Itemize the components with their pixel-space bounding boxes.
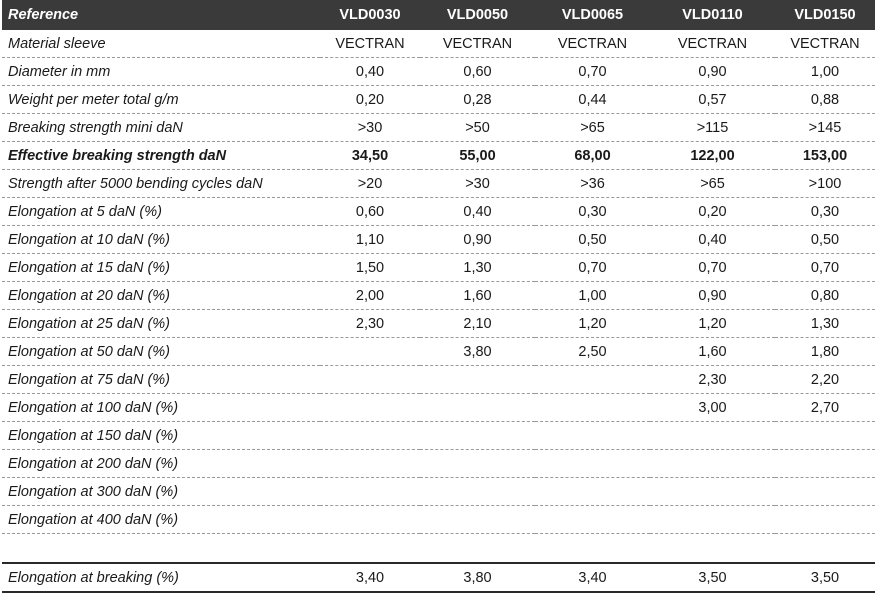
table-cell: 0,40 <box>320 58 420 86</box>
table-row <box>2 506 875 534</box>
table-cell <box>420 366 535 394</box>
table-cell: 1,20 <box>535 310 650 338</box>
table-cell: 0,70 <box>535 58 650 86</box>
table-cell: 0,90 <box>650 282 775 310</box>
table-cell: 0,80 <box>775 282 875 310</box>
row-label: Elongation at 20 daN (%) <box>2 282 320 310</box>
table-cell: 122,00 <box>650 142 775 170</box>
table-cell: 1,30 <box>420 254 535 282</box>
table-cell: >30 <box>420 170 535 198</box>
table-cell <box>420 506 535 534</box>
table-body <box>2 30 875 592</box>
table-cell: >50 <box>420 114 535 142</box>
table-row <box>2 310 875 338</box>
table-cell: >100 <box>775 170 875 198</box>
table-cell: 0,70 <box>775 254 875 282</box>
row-label: Material sleeve <box>2 30 320 58</box>
table-row <box>2 226 875 254</box>
table-row <box>2 450 875 478</box>
table-cell <box>420 394 535 422</box>
table-row <box>2 114 875 142</box>
table-cell: VECTRAN <box>320 30 420 58</box>
table-cell: 0,28 <box>420 86 535 114</box>
table-cell: 0,60 <box>420 58 535 86</box>
table-cell: 0,70 <box>650 254 775 282</box>
table-row <box>2 254 875 282</box>
table-row <box>2 30 875 58</box>
table-cell: 1,00 <box>775 58 875 86</box>
table-cell: 3,80 <box>420 563 535 592</box>
table-cell <box>320 338 420 366</box>
table-cell: 1,30 <box>775 310 875 338</box>
row-label: Elongation at 25 daN (%) <box>2 310 320 338</box>
table-cell: >115 <box>650 114 775 142</box>
table-cell: 68,00 <box>535 142 650 170</box>
spec-table <box>2 0 875 593</box>
table-row <box>2 282 875 310</box>
table-cell: >36 <box>535 170 650 198</box>
table-cell: 0,30 <box>775 198 875 226</box>
table-cell <box>320 366 420 394</box>
table-row <box>2 366 875 394</box>
column-header-vld0030: VLD0030 <box>339 7 401 23</box>
table-cell <box>535 394 650 422</box>
table-row-final <box>2 563 875 592</box>
table-row <box>2 58 875 86</box>
table-cell: 1,60 <box>420 282 535 310</box>
row-label: Diameter in mm <box>2 58 320 86</box>
column-header-vld0050: VLD0050 <box>446 7 509 23</box>
table-cell: >65 <box>650 170 775 198</box>
table-cell: 3,00 <box>650 394 775 422</box>
table-cell: 3,50 <box>650 563 775 592</box>
table-row-highlight <box>2 142 875 170</box>
row-label: Elongation at 15 daN (%) <box>2 254 320 282</box>
table-cell <box>650 450 775 478</box>
table-cell <box>320 506 420 534</box>
spec-table-container <box>2 0 875 593</box>
column-header-vld0110: VLD0110 <box>682 7 743 23</box>
row-label: Elongation at 150 daN (%) <box>2 422 320 450</box>
table-cell: 3,40 <box>320 563 420 592</box>
table-cell <box>775 422 875 450</box>
column-header-vld0150: VLD0150 <box>794 7 856 23</box>
table-cell: 0,60 <box>320 198 420 226</box>
table-cell: 1,10 <box>320 226 420 254</box>
table-cell <box>420 450 535 478</box>
table-cell <box>320 422 420 450</box>
table-cell: VECTRAN <box>650 30 775 58</box>
table-cell <box>535 422 650 450</box>
table-cell: VECTRAN <box>775 30 875 58</box>
table-cell: 2,70 <box>775 394 875 422</box>
table-cell: 0,50 <box>535 226 650 254</box>
reference-header: Reference <box>8 7 79 23</box>
table-cell <box>320 450 420 478</box>
row-label: Elongation at 5 daN (%) <box>2 198 320 226</box>
spacer-cell <box>2 534 320 564</box>
row-label: Elongation at 10 daN (%) <box>2 226 320 254</box>
table-cell: 1,20 <box>650 310 775 338</box>
table-cell: 1,80 <box>775 338 875 366</box>
row-label: Breaking strength mini daN <box>2 114 320 142</box>
table-cell <box>420 422 535 450</box>
table-cell: 3,80 <box>420 338 535 366</box>
table-row <box>2 478 875 506</box>
table-row <box>2 394 875 422</box>
table-cell: 153,00 <box>775 142 875 170</box>
table-cell: 2,00 <box>320 282 420 310</box>
table-cell <box>535 506 650 534</box>
table-cell <box>775 450 875 478</box>
table-cell <box>650 506 775 534</box>
row-label: Elongation at 300 daN (%) <box>2 478 320 506</box>
table-cell: 2,10 <box>420 310 535 338</box>
table-cell <box>535 478 650 506</box>
table-cell <box>535 450 650 478</box>
table-cell: 0,44 <box>535 86 650 114</box>
table-cell: 0,40 <box>420 198 535 226</box>
table-cell: 0,90 <box>420 226 535 254</box>
table-cell: VECTRAN <box>420 30 535 58</box>
table-cell: 2,30 <box>650 366 775 394</box>
row-label: Strength after 5000 bending cycles daN <box>2 170 320 198</box>
table-row <box>2 86 875 114</box>
table-row <box>2 422 875 450</box>
table-cell: 1,60 <box>650 338 775 366</box>
table-row <box>2 198 875 226</box>
table-cell <box>320 394 420 422</box>
table-cell: >145 <box>775 114 875 142</box>
spacer-cell <box>775 534 875 564</box>
spacer-cell <box>420 534 535 564</box>
row-label: Elongation at 75 daN (%) <box>2 366 320 394</box>
spacer-cell <box>320 534 420 564</box>
table-cell <box>535 366 650 394</box>
table-cell: 3,40 <box>535 563 650 592</box>
table-cell: VECTRAN <box>535 30 650 58</box>
table-cell: 2,50 <box>535 338 650 366</box>
row-label: Elongation at 100 daN (%) <box>2 394 320 422</box>
spacer-row <box>2 534 875 564</box>
table-cell: 1,50 <box>320 254 420 282</box>
header-row <box>2 0 875 30</box>
table-cell <box>775 478 875 506</box>
table-cell: 55,00 <box>420 142 535 170</box>
row-label: Elongation at 50 daN (%) <box>2 338 320 366</box>
table-cell: 0,50 <box>775 226 875 254</box>
table-cell <box>420 478 535 506</box>
spacer-cell <box>650 534 775 564</box>
table-cell: >20 <box>320 170 420 198</box>
table-cell <box>650 422 775 450</box>
table-cell: 0,88 <box>775 86 875 114</box>
table-cell: 0,57 <box>650 86 775 114</box>
table-cell: 0,30 <box>535 198 650 226</box>
row-label: Elongation at 400 daN (%) <box>2 506 320 534</box>
table-cell: 0,70 <box>535 254 650 282</box>
row-label: Elongation at 200 daN (%) <box>2 450 320 478</box>
table-cell: 0,90 <box>650 58 775 86</box>
table-row <box>2 170 875 198</box>
row-label: Elongation at breaking (%) <box>2 563 320 592</box>
table-cell: 3,50 <box>775 563 875 592</box>
table-cell: 0,20 <box>320 86 420 114</box>
table-cell: 34,50 <box>320 142 420 170</box>
column-header-vld0065: VLD0065 <box>561 7 624 23</box>
row-label: Effective breaking strength daN <box>2 142 320 170</box>
table-cell: 2,20 <box>775 366 875 394</box>
table-cell: 0,20 <box>650 198 775 226</box>
table-cell <box>650 478 775 506</box>
table-cell: 0,40 <box>650 226 775 254</box>
table-row <box>2 338 875 366</box>
table-cell <box>775 506 875 534</box>
table-cell: 1,00 <box>535 282 650 310</box>
spacer-cell <box>535 534 650 564</box>
row-label: Weight per meter total g/m <box>2 86 320 114</box>
table-cell <box>320 478 420 506</box>
table-header <box>2 0 875 30</box>
table-cell: 2,30 <box>320 310 420 338</box>
table-cell: >30 <box>320 114 420 142</box>
table-cell: >65 <box>535 114 650 142</box>
